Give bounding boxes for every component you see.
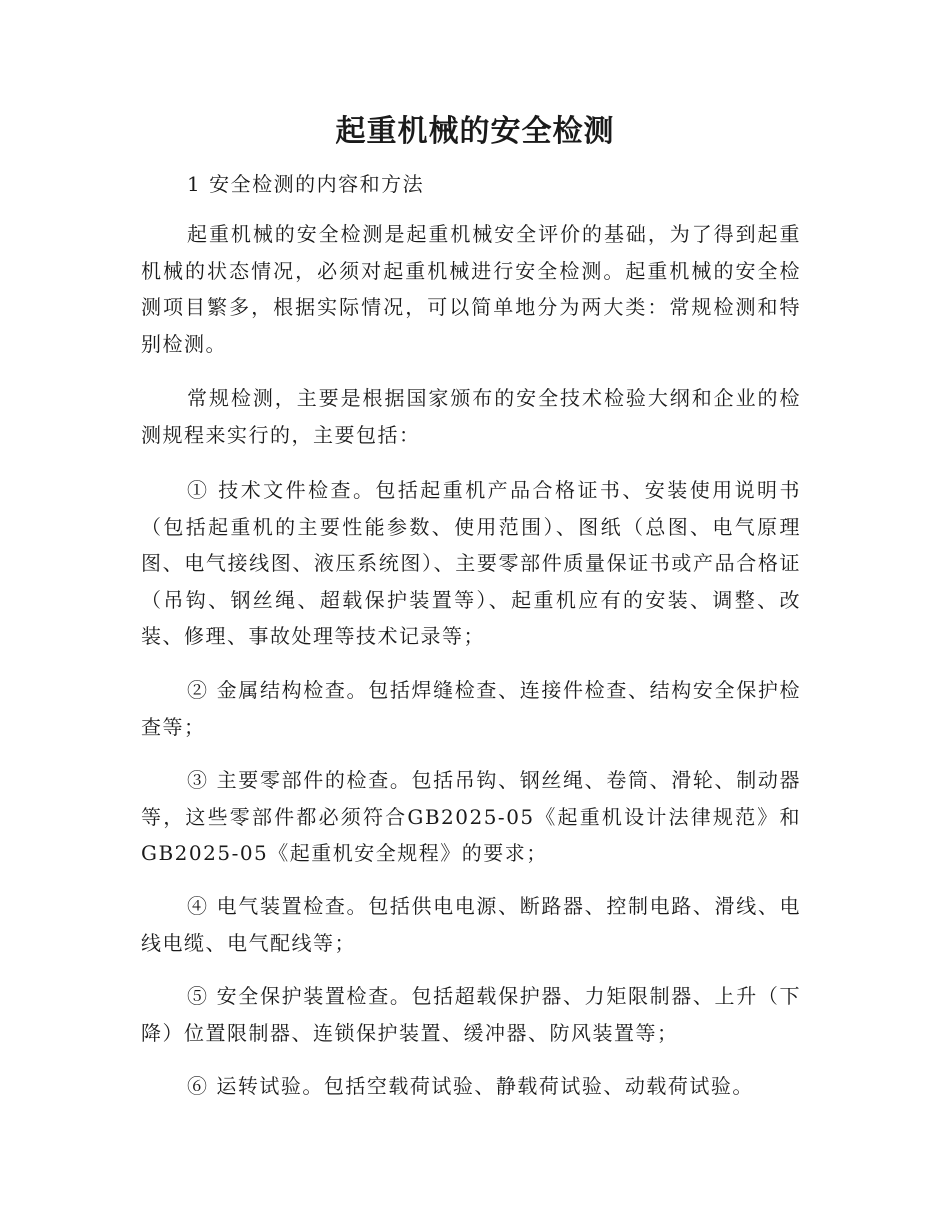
section-heading: 1 安全检测的内容和方法 [187,172,425,196]
list-item-main-parts: ③ 主要零部件的检查。包括吊钩、钢丝绳、卷筒、滑轮、制动器等，这些零部件都必须符合GB2025-05《起重机设计法律规范》和GB2025-05《起重机安全规程》的要求； [141,768,801,865]
document-title: 起重机械的安全检测 [335,114,615,149]
list-item-electrical-devices: ④ 电气装置检查。包括供电电源、断路器、控制电路、滑线、电线电缆、电气配线等； [141,894,801,955]
list-item-metal-structure: ② 金属结构检查。包括焊缝检查、连接件检查、结构安全保护检查等； [141,678,801,739]
paragraph-routine-inspection: 常规检测，主要是根据国家颁布的安全技术检验大纲和企业的检测规程来实行的，主要包括： [141,386,801,447]
list-item-safety-protection: ⑤ 安全保护装置检查。包括超载保护器、力矩限制器、上升（下降）位置限制器、连锁保护装置、缓冲器、防风装置等； [141,984,801,1045]
list-item-operation-test: ⑥ 运转试验。包括空载荷试验、静载荷试验、动载荷试验。 [187,1074,754,1098]
paragraph-intro: 起重机械的安全检测是起重机械安全评价的基础，为了得到起重机械的状态情况，必须对起重机械进行安全检测。起重机械的安全检测项目繁多，根据实际情况，可以简单地分为两大类：常规检测和特别检测。 [141,222,801,356]
list-item-technical-documents: ① 技术文件检查。包括起重机产品合格证书、安装使用说明书（包括起重机的主要性能参数、使用范围）、图纸（总图、电气原理图、电气接线图、液压系统图）、主要零部件质量保证书或产品合格证（吊钩、钢丝绳、超载保护装置等）、起重机应有的安装、调整、改装、修理、事故处理等技术记录等； [141,478,801,648]
